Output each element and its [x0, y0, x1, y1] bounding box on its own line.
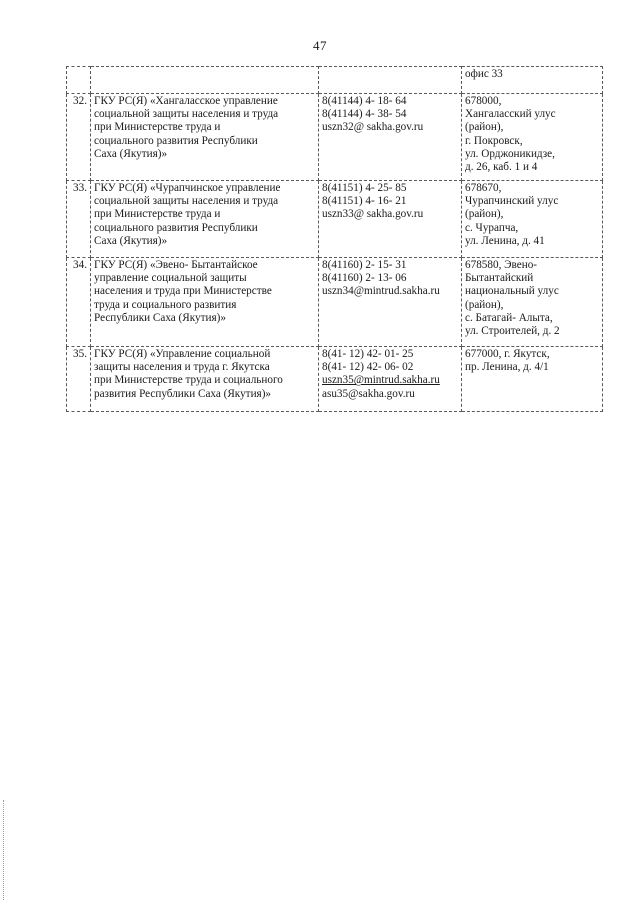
- organization-name-line: Республики Саха (Якутия)»: [94, 311, 226, 324]
- address-cell: [462, 347, 603, 412]
- organization-name-line: развития Республики Саха (Якутия)»: [94, 387, 272, 400]
- organization-name-line: социальной защиты населения и труда: [94, 108, 279, 121]
- organization-name-line: ГКУ РС(Я) «Чурапчинское управление: [94, 182, 281, 194]
- contact-cell: [319, 258, 462, 347]
- email-link[interactable]: uszn34@mintrud.sakha.ru: [322, 285, 440, 298]
- address-line: ул. Строителей, д. 2: [465, 325, 560, 338]
- contact-cell: [319, 347, 462, 412]
- table-row: [67, 347, 603, 412]
- address-line: пр. Ленина, д. 4/1: [465, 361, 549, 374]
- organization-name-line: населения и труда при Министерстве: [94, 285, 272, 298]
- organization-name-line: при Министерстве труда и: [94, 208, 221, 221]
- address-line: с. Чурапча,: [465, 221, 519, 234]
- phone-number: 8(41- 12) 42- 06- 02: [322, 361, 414, 374]
- row-number-cell: [67, 67, 91, 94]
- address-line: Хангаласский улус: [465, 108, 556, 121]
- organization-cell: [91, 258, 319, 347]
- phone-number: 8(41144) 4- 38- 54: [322, 108, 407, 121]
- organization-name-line: управление социальной защиты: [94, 272, 247, 285]
- address-line: 678670,: [465, 182, 502, 194]
- registry-table: [66, 66, 603, 412]
- address-line: 678000,: [465, 95, 502, 107]
- address-line: (район),: [465, 208, 504, 221]
- organization-name-line: ГКУ РС(Я) «Эвено- Бытантайское: [94, 259, 258, 271]
- organization-name-line: социального развития Республики: [94, 221, 258, 234]
- email-link[interactable]: uszn35@mintrud.sakha.ru: [322, 374, 440, 387]
- address-line: (район),: [465, 121, 504, 134]
- address-line: д. 26, каб. 1 и 4: [465, 161, 538, 174]
- organization-cell: [91, 94, 319, 181]
- table-row: [67, 181, 603, 258]
- email-link[interactable]: uszn33@ sakha.gov.ru: [322, 208, 424, 221]
- organization-cell: [91, 347, 319, 412]
- address-line: 677000, г. Якутск,: [465, 348, 550, 360]
- address-line: 678580, Эвено-: [465, 259, 538, 271]
- organization-name-line: ГКУ РС(Я) «Хангаласское управление: [94, 95, 278, 107]
- table-row-continuation: [67, 67, 603, 94]
- address-cell: [462, 181, 603, 258]
- address-cell: [462, 94, 603, 181]
- contact-cell: [319, 181, 462, 258]
- contact-cell: [319, 94, 462, 181]
- address-line: национальный улус: [465, 285, 559, 298]
- organization-cell: [91, 67, 319, 94]
- address-line: г. Покровск,: [465, 134, 523, 147]
- row-number: 34.: [67, 258, 91, 347]
- phone-number: 8(41151) 4- 25- 85: [322, 182, 407, 194]
- address-line: Бытантайский: [465, 272, 534, 285]
- row-number: 32.: [67, 94, 91, 181]
- address-line: ул. Ленина, д. 41: [465, 234, 545, 247]
- address-cell: [462, 258, 603, 347]
- address-line: с. Батагай- Алыта,: [465, 311, 553, 324]
- address-line: (район),: [465, 298, 504, 311]
- organization-name-line: Саха (Якутия)»: [94, 234, 168, 247]
- address-line: ул. Орджоникидзе,: [465, 147, 555, 160]
- address-cell: [462, 67, 603, 94]
- email-link[interactable]: asu35@sakha.gov.ru: [322, 387, 415, 400]
- organization-name-line: ГКУ РС(Я) «Управление социальной: [94, 348, 271, 360]
- address-line: офис 33: [465, 68, 503, 80]
- page-number: 47: [313, 38, 327, 53]
- organization-cell: [91, 181, 319, 258]
- contact-cell: [319, 67, 462, 94]
- organization-name-line: при Министерстве труда и социального: [94, 374, 283, 387]
- organization-name-line: социального развития Республики: [94, 134, 258, 147]
- organization-name-line: при Министерстве труда и: [94, 121, 221, 134]
- phone-number: 8(41- 12) 42- 01- 25: [322, 348, 414, 360]
- phone-number: 8(41151) 4- 16- 21: [322, 195, 407, 208]
- scan-edge-artifact: [3, 800, 6, 900]
- organization-name-line: труда и социального развития: [94, 298, 237, 311]
- table-row: [67, 258, 603, 347]
- organization-name-line: социальной защиты населения и труда: [94, 195, 279, 208]
- phone-number: 8(41160) 2- 15- 31: [322, 259, 407, 271]
- row-number: 33.: [67, 181, 91, 258]
- phone-number: 8(41160) 2- 13- 06: [322, 272, 407, 285]
- table-row: [67, 94, 603, 181]
- phone-number: 8(41144) 4- 18- 64: [322, 95, 407, 107]
- address-line: Чурапчинский улус: [465, 195, 559, 208]
- organization-name-line: Саха (Якутия)»: [94, 147, 168, 160]
- email-link[interactable]: uszn32@ sakha.gov.ru: [322, 121, 424, 134]
- row-number: 35.: [67, 347, 91, 412]
- organization-name-line: защиты населения и труда г. Якутска: [94, 361, 270, 374]
